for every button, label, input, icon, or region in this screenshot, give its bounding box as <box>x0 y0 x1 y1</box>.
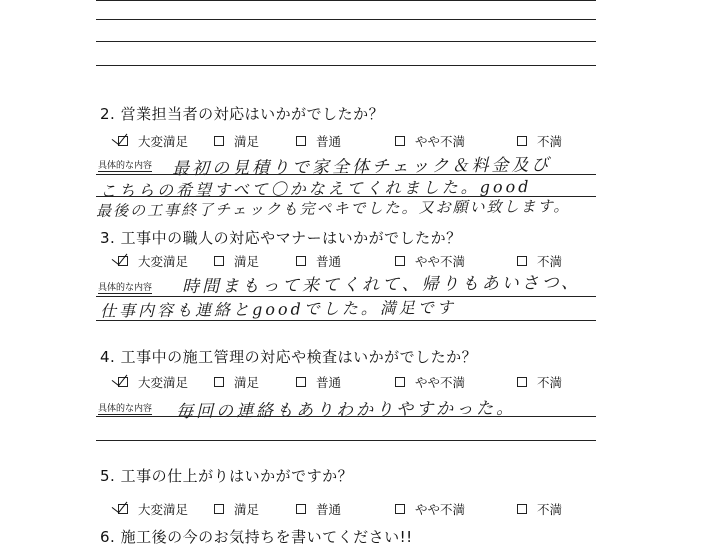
answer-line <box>96 41 596 42</box>
handwritten-answer-line: こちらの希望すべて〇かなえてくれました。good <box>99 176 532 201</box>
question-4: 4. 工事中の施工管理の対応や検査はいかがでしたか？ <box>100 348 478 366</box>
option-dissatisfied[interactable]: 不満 <box>517 373 562 391</box>
checkbox-checked[interactable] <box>118 377 128 387</box>
option-satisfied[interactable]: 満足 <box>214 252 259 270</box>
rating-options-q5 <box>0 500 720 520</box>
option-very-satisfied[interactable]: 大変満足 <box>118 500 188 518</box>
checkbox[interactable] <box>214 136 224 146</box>
option-dissatisfied[interactable]: 不満 <box>517 132 562 150</box>
detail-label: 具体的な内容 <box>98 401 152 415</box>
checkbox[interactable] <box>214 256 224 266</box>
option-dissatisfied[interactable]: 不満 <box>517 252 562 270</box>
checkbox[interactable] <box>395 136 405 146</box>
checkbox[interactable] <box>395 377 405 387</box>
checkbox[interactable] <box>214 377 224 387</box>
checkbox[interactable] <box>517 377 527 387</box>
detail-label: 具体的な内容 <box>98 280 152 294</box>
checkbox-checked[interactable] <box>118 136 128 146</box>
rating-options-q4 <box>0 373 720 393</box>
question-2: 2. 営業担当者の対応はいかがでしたか？ <box>100 105 385 123</box>
checkbox[interactable] <box>517 256 527 266</box>
option-neutral[interactable]: 普通 <box>296 132 341 150</box>
checkbox[interactable] <box>296 256 306 266</box>
option-dissatisfied[interactable]: 不満 <box>517 500 562 518</box>
handwritten-answer-line: 最初の見積りで家全体チェック＆料金及び <box>171 155 552 180</box>
question-3: 3. 工事中の職人の対応やマナーはいかがでしたか？ <box>100 229 462 247</box>
option-satisfied[interactable]: 満足 <box>214 373 259 391</box>
checkbox[interactable] <box>395 256 405 266</box>
checkbox-checked[interactable] <box>118 256 128 266</box>
checkbox[interactable] <box>517 136 527 146</box>
option-satisfied[interactable]: 満足 <box>214 500 259 518</box>
answer-line <box>96 416 596 417</box>
question-6: 6. 施工後の今のお気持ちを書いてください!! <box>100 528 413 546</box>
option-slightly-dissatisfied[interactable]: やや不満 <box>395 500 465 518</box>
rating-options-q3 <box>0 252 720 272</box>
checkbox[interactable] <box>296 136 306 146</box>
option-very-satisfied[interactable]: 大変満足 <box>118 132 188 150</box>
option-neutral[interactable]: 普通 <box>296 500 341 518</box>
rating-options-q2 <box>0 132 720 152</box>
handwritten-answer-line: 最後の工事終了チェックも完ペキでした。又お願い致します。 <box>95 197 571 221</box>
option-satisfied[interactable]: 満足 <box>214 132 259 150</box>
question-5: 5. 工事の仕上がりはいかがですか？ <box>100 467 354 485</box>
answer-line <box>96 65 596 66</box>
checkbox[interactable] <box>296 504 306 514</box>
answer-line <box>96 0 596 1</box>
option-very-satisfied[interactable]: 大変満足 <box>118 373 188 391</box>
option-very-satisfied[interactable]: 大変満足 <box>118 252 188 270</box>
checkbox[interactable] <box>395 504 405 514</box>
handwritten-answer-line: 仕事内容も連絡とgoodでした。満足です <box>99 297 456 321</box>
checkbox[interactable] <box>214 504 224 514</box>
answer-line <box>96 320 596 321</box>
option-slightly-dissatisfied[interactable]: やや不満 <box>395 373 465 391</box>
answer-line <box>96 440 596 441</box>
checkbox[interactable] <box>517 504 527 514</box>
handwritten-answer-line: 毎回の連絡もありわかりやすかった。 <box>175 398 517 423</box>
detail-label: 具体的な内容 <box>98 158 152 172</box>
option-neutral[interactable]: 普通 <box>296 373 341 391</box>
option-slightly-dissatisfied[interactable]: やや不満 <box>395 132 465 150</box>
option-neutral[interactable]: 普通 <box>296 252 341 270</box>
answer-line <box>96 19 596 20</box>
checkbox[interactable] <box>296 377 306 387</box>
option-slightly-dissatisfied[interactable]: やや不満 <box>395 252 465 270</box>
handwritten-answer-line: 時間まもって来てくれて、帰りもあいさつ、 <box>181 272 582 298</box>
checkbox-checked[interactable] <box>118 504 128 514</box>
